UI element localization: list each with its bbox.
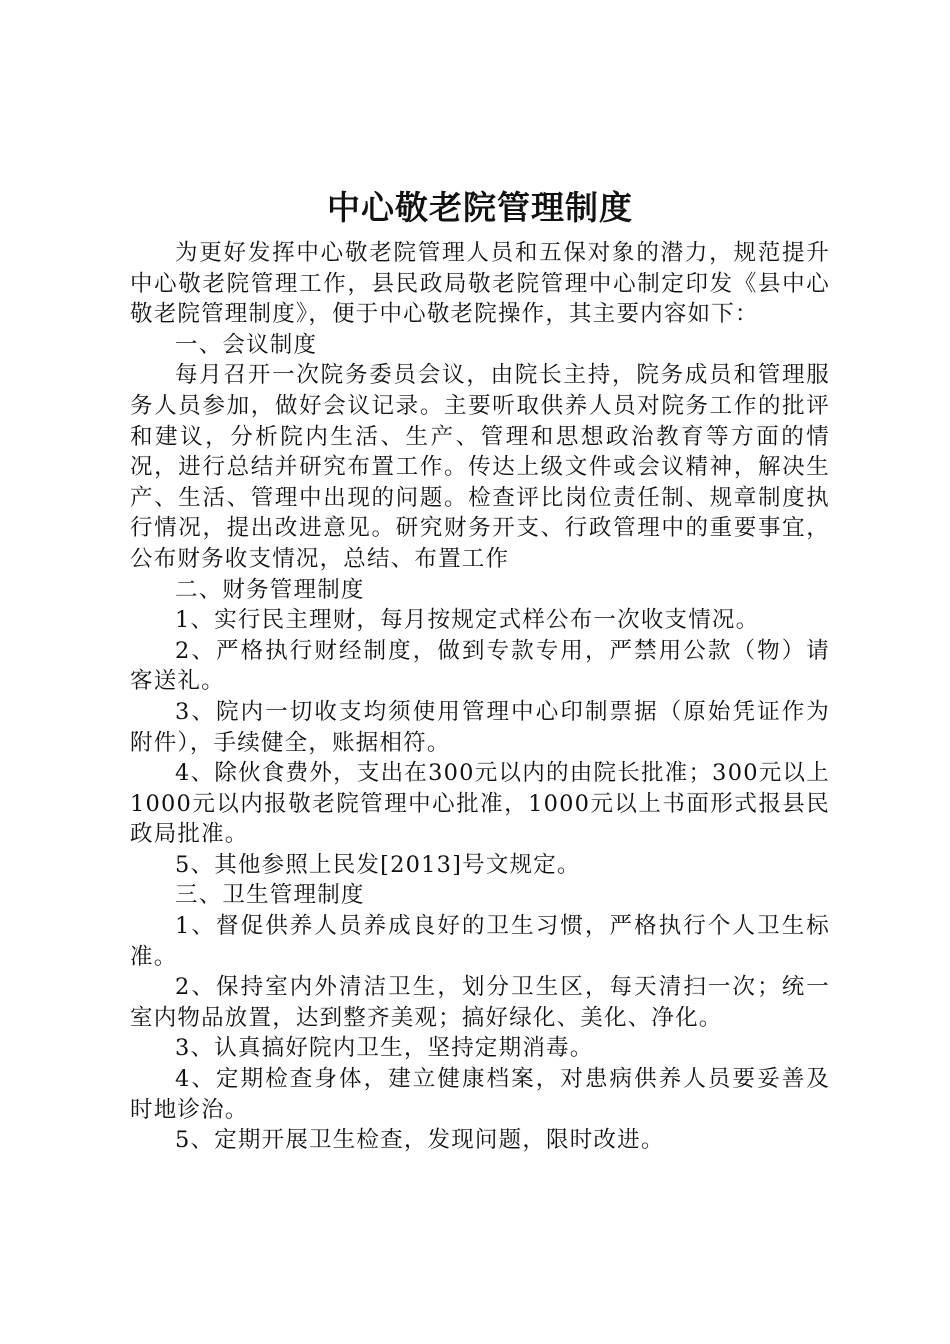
document-title: 中心敬老院管理制度 — [327, 188, 633, 227]
section-paragraph: 2、保持室内外清洁卫生，划分卫生区，每天清扫一次；统一室内物品放置，达到整齐美观；搞好绿化、美化、净化。 — [130, 974, 830, 1031]
section-paragraph: 5、其他参照上民发[2013]号文规定。 — [175, 851, 581, 878]
intro-paragraph: 为更好发挥中心敬老院管理人员和五保对象的潜力，规范提升中心敬老院管理工作，县民政局敬老院管理中心制定印发《县中心敬老院管理制度》，便于中心敬老院操作，其主要内容如下： — [130, 240, 830, 328]
section-meeting — [130, 330, 830, 575]
section-paragraph: 4、定期检查身体，建立健康档案，对患病供养人员要妥善及时地诊治。 — [130, 1066, 830, 1123]
section-heading: 二、财务管理制度 — [175, 576, 365, 603]
section-paragraph: 5、定期开展卫生检查，发现问题，限时改进。 — [175, 1127, 665, 1154]
section-paragraph: 3、院内一切收支均须使用管理中心印制票据（原始凭证作为附件），手续健全，账据相符。 — [130, 698, 830, 756]
section-paragraph: 每月召开一次院务委员会议，由院长主持，院务成员和管理服务人员参加，做好会议记录。主要听取供养人员对院务工作的批评和建议，分析院内生活、生产、管理和思想政治教育等方面的情况，进行总结并研究布置工作。传达上级文件或会议精神，解决生产、生活、管理中出现的问题。检查评比岗位责任制、规章制度执行情况，提出改进意见。研究财务开支、行政管理中的重要事宜，公布财务收支情况，总结、布置工作 — [130, 362, 830, 572]
section-paragraph: 2、严格执行财经制度，做到专款专用，严禁用公款（物）请客送礼。 — [130, 637, 830, 695]
section-heading: 三、卫生管理制度 — [175, 882, 365, 909]
document-page — [130, 186, 830, 1156]
section-paragraph: 3、认真搞好院内卫生，坚持定期消毒。 — [175, 1035, 594, 1062]
section-finance — [130, 575, 830, 881]
section-paragraph: 1、实行民主理财，每月按规定式样公布一次收支情况。 — [175, 607, 760, 634]
section-heading: 一、会议制度 — [175, 331, 318, 358]
section-paragraph: 4、除伙食费外，支出在300元以内的由院长批准；300元以上1000元以内报敬老院管理中心批准，1000元以上书面形式报县民政局批准。 — [130, 760, 830, 848]
section-hygiene — [130, 880, 830, 1155]
section-paragraph: 1、督促供养人员养成良好的卫生习惯，严格执行个人卫生标准。 — [130, 913, 830, 970]
